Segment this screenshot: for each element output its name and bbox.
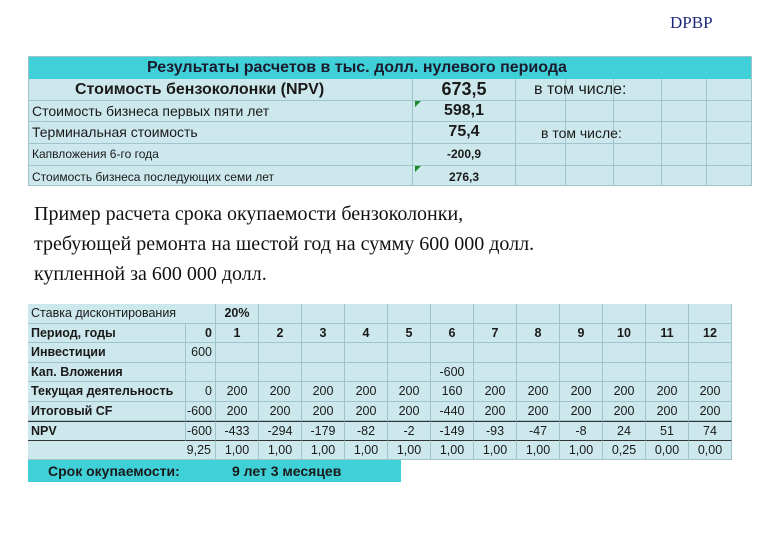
period-cell: 8 [517,324,560,344]
value-cell: 200 [689,382,732,402]
value-cell [474,343,517,363]
npv-cell: 74 [689,421,732,441]
value-cell [345,343,388,363]
npv-row-note: в том числе: [541,125,622,141]
npv-results-table [28,56,752,186]
payback-footer [28,460,748,482]
npv-row-label: Капвложения 6-го года [32,147,159,161]
npv-cell: -433 [216,421,259,441]
row-label: Кап. Вложения [28,363,186,383]
fraction-cell: 1,00 [517,441,560,461]
caption-line: купленной за 600 000 долл. [34,263,267,285]
period-cell: 12 [689,324,732,344]
value-cell: 0 [186,382,216,402]
fraction-cell: 1,00 [259,441,302,461]
fraction-sum: 9,25 [28,441,216,461]
value-cell [560,343,603,363]
fraction-cell: 1,00 [388,441,431,461]
npv-row-value: -200,9 [446,147,482,161]
value-cell [517,363,560,383]
npv-row-value: 673,5 [441,79,487,99]
value-cell: 200 [474,382,517,402]
value-cell: 200 [517,382,560,402]
period-label: Период, годы [28,324,186,344]
value-cell [646,363,689,383]
npv-cell: -294 [259,421,302,441]
value-cell: 200 [388,402,431,422]
payback-period-value: 9 лет 3 месяцев [229,460,401,482]
period-cell: 0 [186,324,216,344]
value-cell: 200 [646,382,689,402]
value-cell [646,343,689,363]
period-cell: 9 [560,324,603,344]
npv-cell: -82 [345,421,388,441]
npv-cell: -8 [560,421,603,441]
value-cell: 200 [216,402,259,422]
discount-rate-value: 20% [216,304,259,324]
value-cell [345,363,388,383]
npv-cell: -2 [388,421,431,441]
period-cell: 3 [302,324,345,344]
row-label: NPV [28,421,186,441]
value-cell: 200 [259,382,302,402]
fraction-cell: 1,00 [302,441,345,461]
npv-row-label: Стоимость бензоколонки (NPV) [75,81,325,98]
row-label: Текущая деятельность [28,382,186,402]
value-cell: 200 [517,402,560,422]
period-cell: 11 [646,324,689,344]
value-cell [560,363,603,383]
row-label: Итоговый CF [28,402,186,422]
fraction-cell: 0,25 [603,441,646,461]
value-cell: 200 [560,382,603,402]
payback-grid [28,304,748,460]
value-cell: 200 [345,382,388,402]
caption-line: требующей ремонта на шестой год на сумму 600 000 долл. [34,233,535,255]
npv-cell: -149 [431,421,474,441]
value-cell: 200 [603,402,646,422]
npv-row-value: 598,1 [443,102,485,119]
npv-cell: -179 [302,421,345,441]
value-cell: 200 [259,402,302,422]
value-cell [474,363,517,383]
value-cell: 200 [603,382,646,402]
fraction-cell: 1,00 [474,441,517,461]
value-cell [689,363,732,383]
npv-row-label: Стоимость бизнеса последующих семи лет [32,170,275,184]
caption-line: Пример расчета срока окупаемости бензоколонки, [34,203,464,225]
value-cell: 200 [689,402,732,422]
period-cell: 5 [388,324,431,344]
value-cell: 200 [474,402,517,422]
value-cell [388,343,431,363]
npv-cell: 24 [603,421,646,441]
value-cell [186,363,216,383]
fraction-cell: 1,00 [560,441,603,461]
value-cell [603,343,646,363]
npv-table-title: Результаты расчетов в тыс. долл. нулевого периода [147,59,567,76]
npv-cell: -47 [517,421,560,441]
npv-table-header [29,57,751,79]
npv-row-value: 75,4 [448,123,480,140]
brand-logo-text: DPBP [670,13,713,32]
fraction-cell: 1,00 [431,441,474,461]
period-cell: 10 [603,324,646,344]
fraction-cell: 1,00 [345,441,388,461]
npv-cell: 51 [646,421,689,441]
period-cell: 1 [216,324,259,344]
value-cell: 200 [302,402,345,422]
value-cell [302,363,345,383]
discount-rate-label: Ставка дисконтирования [28,304,216,324]
value-cell: 200 [216,382,259,402]
fraction-cell: 1,00 [216,441,259,461]
value-cell [431,343,474,363]
value-cell: -600 [186,402,216,422]
value-cell [259,343,302,363]
example-caption [34,199,754,289]
npv-row-label: Стоимость бизнеса первых пяти лет [32,103,270,119]
npv-row-note: в том числе: [534,81,627,98]
value-cell [259,363,302,383]
period-cell: 6 [431,324,474,344]
value-cell [216,343,259,363]
npv-cell: -93 [474,421,517,441]
npv-row-value: 276,3 [448,170,480,184]
value-cell: 600 [186,343,216,363]
value-cell: 160 [431,382,474,402]
value-cell [603,363,646,383]
period-cell: 2 [259,324,302,344]
npv-cell: -600 [186,421,216,441]
value-cell [689,343,732,363]
value-cell: -440 [431,402,474,422]
value-cell: 200 [560,402,603,422]
value-cell [388,363,431,383]
npv-row-label: Терминальная стоимость [32,124,198,140]
row-label: Инвестиции [28,343,186,363]
period-cell: 7 [474,324,517,344]
value-cell [302,343,345,363]
value-cell: -600 [431,363,474,383]
value-cell: 200 [345,402,388,422]
fraction-cell: 0,00 [646,441,689,461]
value-cell: 200 [646,402,689,422]
value-cell: 200 [388,382,431,402]
period-cell: 4 [345,324,388,344]
value-cell [517,343,560,363]
value-cell: 200 [302,382,345,402]
fraction-cell: 0,00 [689,441,732,461]
payback-period-label: Срок окупаемости: [28,460,229,482]
payback-table [28,304,748,482]
value-cell [216,363,259,383]
